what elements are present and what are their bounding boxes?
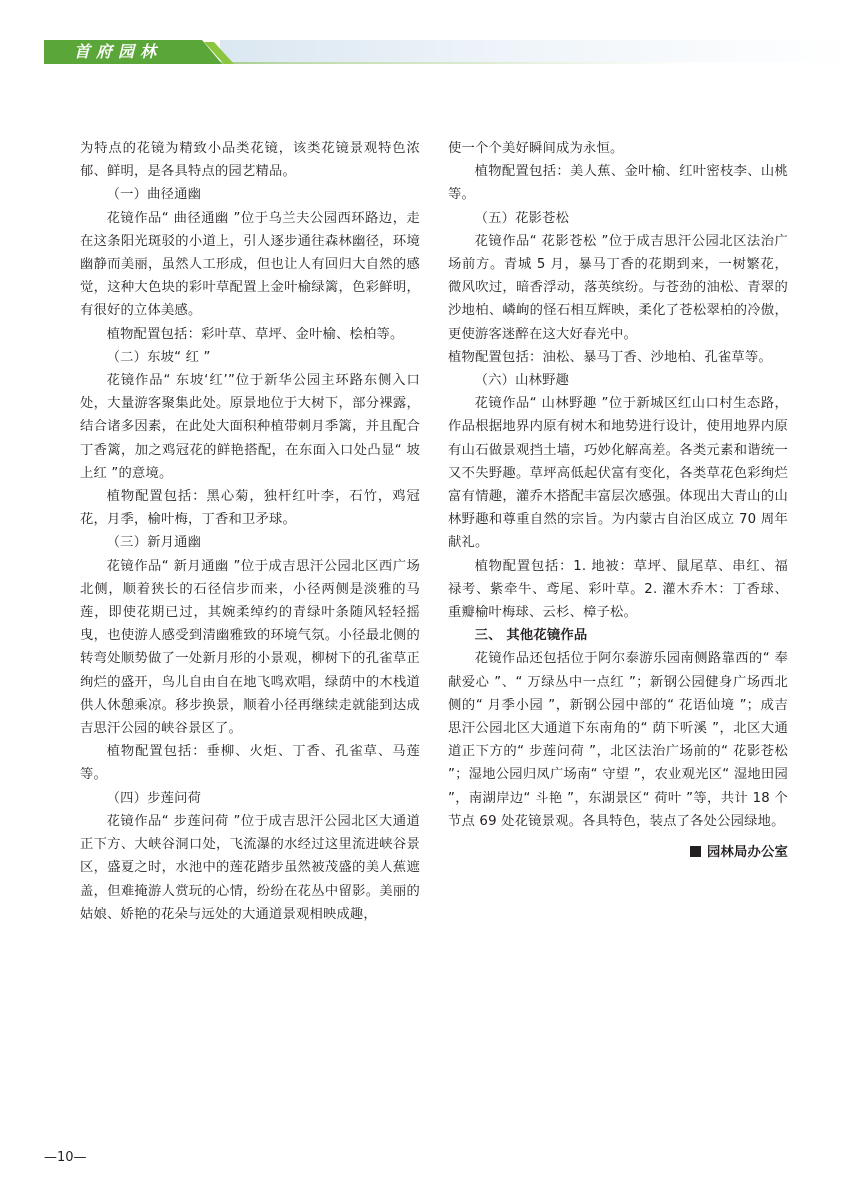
page-number: —10— — [44, 1150, 87, 1165]
section-heading: （六）山林野趣 — [474, 373, 570, 389]
paragraph: 花镜作品“ 新月通幽 ”位于成吉思汗公园北区西广场北侧，顺着狭长的石径信步而来，小径两侧是淡雅的马莲，即使花期已过，其婉柔绰约的青绿叶条随风轻轻摇曳，也使游人感受到清幽雅致的环境气氛。小径最北侧的转弯处顺势做了一处新月形的小景观，柳树下的孔雀草正绚烂的盛开，鸟儿自由自在地飞鸣欢唱，绿荫中的木栈道供人休憩乘凉。移步换景，顺着小径再继续走就能到达成吉思汗公园的峡谷景区了。 — [80, 558, 420, 737]
author-signature — [448, 841, 788, 864]
section-heading: （三）新月通幽 — [106, 535, 202, 551]
paragraph: 花镜作品“ 步莲问荷 ”位于成吉思汗公园北区大通道正下方、大峡谷洞口处，飞流瀑的水经过这里流进峡谷景区，盛夏之时，水池中的莲花踏步虽然被茂盛的美人蕉遮盖，但难掩游人赏玩的心情，纷纷在花丛中留影。美丽的姑娘、娇艳的花朵与远处的大通道景观相映成趣， — [80, 813, 420, 922]
section-heading: （四）步莲问荷 — [106, 790, 202, 806]
plant-list: 植物配置包括：黑心菊，独杆红叶李，石竹，鸡冠花，月季，榆叶梅，丁香和卫矛球。 — [80, 489, 420, 528]
section-heading: （二）东坡“ 红 ” — [106, 349, 211, 365]
left-text-column — [80, 137, 420, 926]
paragraph: 花镜作品“ 花影苍松 ”位于成吉思汗公园北区法治广场前方。青城 5 月，暴马丁香的花期到来，一树繁花，微风吹过，暗香浮动，落英缤纷。与苍劲的油松、青翠的沙地柏、嶙峋的怪石相互辉映，柔化了苍松翠柏的冷傲，更使游客迷醉在这大好春光中。 — [448, 233, 788, 342]
signature-text: 园林局办公室 — [707, 845, 788, 861]
magazine-section-title: 首府园林 — [74, 42, 163, 61]
right-text-column — [448, 137, 788, 864]
section-heading: （一）曲径通幽 — [106, 187, 202, 203]
paragraph: 花镜作品“ 曲径通幽 ”位于乌兰夫公园西环路边，走在这条阳光斑驳的小道上，引人逐步通往森林幽径，环境幽静而美丽，虽然人工形成，但也让人有回归大自然的感觉，这种大色块的彩叶草配置上金叶榆绿篱，色彩鲜明，有很好的立体美感。 — [80, 210, 420, 319]
plant-list: 植物配置包括：1. 地被：草坪、鼠尾草、串红、福禄考、紫牵牛、鸢尾、彩叶草。2. 灌木乔木：丁香球、重瓣榆叶梅球、云杉、樟子松。 — [448, 558, 788, 621]
plant-list: 植物配置包括：美人蕉、金叶榆、红叶密枝李、山桃等。 — [448, 164, 788, 203]
plant-list: 植物配置包括：油松、暴马丁香、沙地柏、孔雀草等。 — [448, 349, 772, 365]
paragraph: 使一个个美好瞬间成为永恒。 — [448, 141, 624, 156]
paragraph: 花镜作品“ 山林野趣 ”位于新城区红山口村生态路，作品根据地界内原有树木和地势进行设计，使用地界内原有山石做景观挡土墙，巧妙化解高差。各类元素和谐统一又不失野趣。草坪高低起伏富有变化，各类草花色彩绚烂富有情趣，灌乔木搭配丰富层次感强。体现出大青山的山林野趣和尊重自然的宗旨。为内蒙古自治区成立 70 周年献礼。 — [448, 396, 788, 551]
page-header-band — [44, 40, 850, 64]
header-gradient — [220, 40, 850, 64]
chapter-heading: 三、 其他花镜作品 — [474, 628, 588, 644]
plant-list: 植物配置包括：垂柳、火炬、丁香、孔雀草、马莲等。 — [80, 744, 420, 783]
square-bullet-icon — [690, 846, 701, 857]
section-heading: （五）花影苍松 — [474, 210, 570, 226]
paragraph: 花镜作品“ 东坡‘红’”位于新华公园主环路东侧入口处，大量游客聚集此处。原景地位于大树下，部分裸露，结合诸多因素，在此处大面积种植带刺月季篱，并且配合丁香篱，加之鸡冠花的鲜艳搭配，在东面入口处凸显“ 坡上红 ”的意境。 — [80, 373, 420, 481]
plant-list: 植物配置包括：彩叶草、草坪、金叶榆、桧柏等。 — [106, 326, 404, 342]
paragraph: 为特点的花镜为精致小品类花镜，该类花镜景观特色浓郁、鲜明，是各具特点的园艺精品。 — [80, 141, 420, 180]
paragraph: 花镜作品还包括位于阿尔泰游乐园南侧路靠西的“ 奉献爱心 ”、“ 万绿丛中一点红 ”；新钢公园健身广场西北侧的“ 月季小园 ”，新钢公园中部的“ 花语仙境 ”；成吉思汗公园北区大通道下东南角的“ 荫下听溪 ”，北区大通道正下方的“ 步莲问荷 ”，北区法治广场前的“ 花影苍松 ”；湿地公园归凤广场南“ 守望 ”，农业观光区“ 湿地田园 ”，南湖岸边“ 斗艳 ”，东湖景区“ 荷叶 ”等，共计 18 个节点 69 处花镜景观。各具特色，装点了各处公园绿地。 — [448, 651, 788, 829]
